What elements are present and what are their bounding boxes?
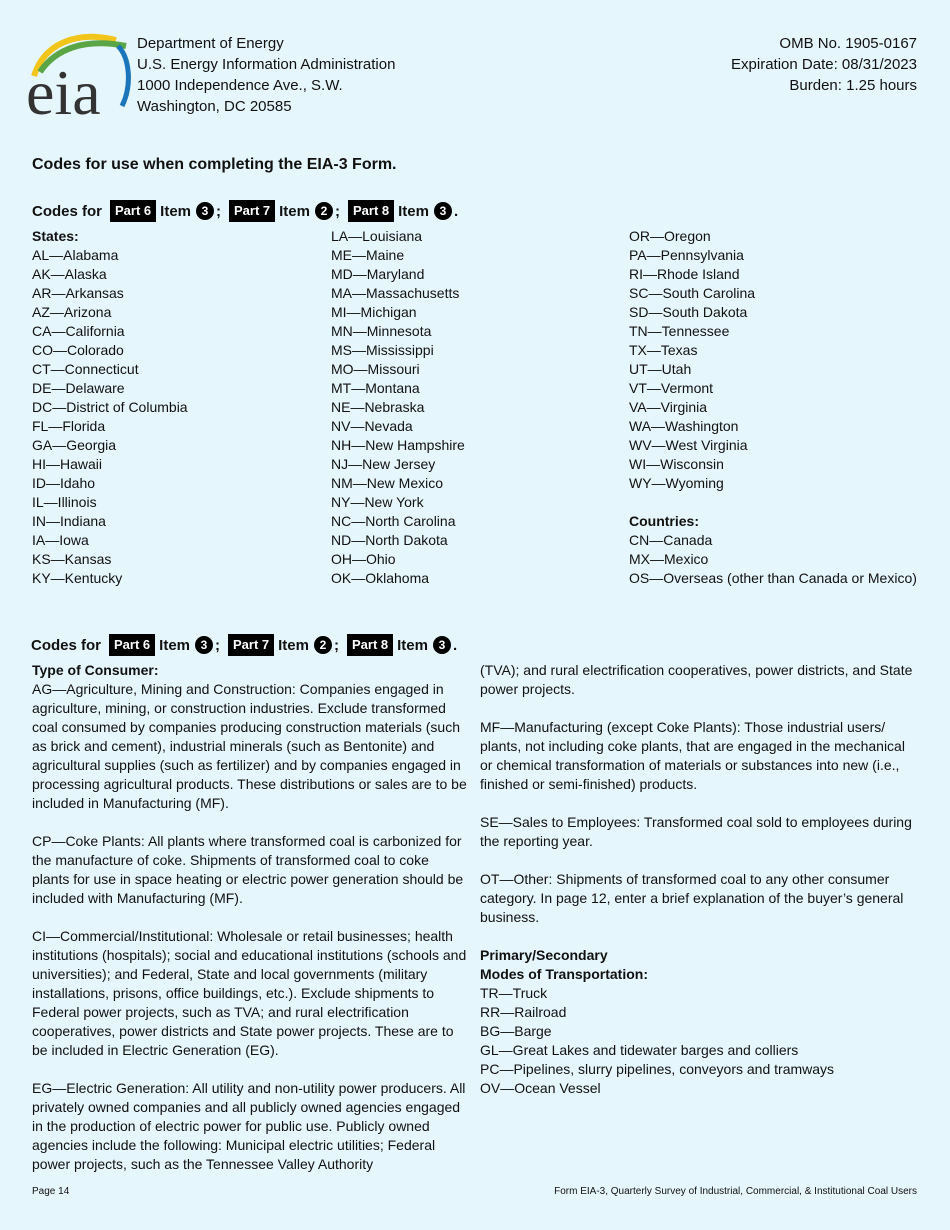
- state-item: VA—Virginia: [629, 399, 708, 415]
- state-item: OR—Oregon: [629, 228, 711, 244]
- agency-line: Department of Energy: [137, 35, 284, 52]
- part8-badge: Part 8: [348, 200, 394, 222]
- state-item: MN—Minnesota: [331, 323, 432, 339]
- eia-logo: [26, 26, 136, 118]
- state-item: MT—Montana: [331, 380, 420, 396]
- part6-badge: Part 6: [110, 200, 156, 222]
- state-item: IN—Indiana: [32, 513, 106, 529]
- state-item: CT—Connecticut: [32, 361, 139, 377]
- country-item: MX—Mexico: [629, 551, 709, 567]
- part7-badge: Part 7: [229, 200, 275, 222]
- consumer-definition: CI—Commercial/Institutional: Wholesale or retail businesses; health institutions (hospitals); social and educational institutions (schools and universities); and Federal, State and local governments (military installations, prisons, office buildings, etc.). Exclude shipments to Federal power projects, such as TVA; and rural electrification cooperatives, power districts and State power projects. These are to be included in Electric Generation (EG).: [32, 928, 467, 1058]
- codes-heading-states: [32, 200, 458, 222]
- consumer-left-column: [32, 661, 470, 1193]
- state-item: LA—Louisiana: [331, 228, 423, 244]
- state-item: CA—California: [32, 323, 125, 339]
- part6-badge: Part 6: [109, 634, 155, 656]
- item-number-3: 3: [434, 202, 452, 220]
- burden: Burden: 1.25 hours: [789, 77, 917, 94]
- state-item: NH—New Hampshire: [331, 437, 465, 453]
- item-label: Item: [398, 202, 429, 220]
- part7-badge: Part 7: [228, 634, 274, 656]
- state-item: ID—Idaho: [32, 475, 96, 491]
- consumer-definition: MF—Manufacturing (except Coke Plants): Those industrial users/ plants, not including coke plants, that are engaged in the mechanical or chemical transformation of materials or substances into new (i.e., finished or semi-finished) products.: [480, 719, 905, 792]
- state-item: NY—New York: [331, 494, 424, 510]
- state-item: CO—Colorado: [32, 342, 124, 358]
- codes-heading-consumer: [31, 634, 457, 656]
- state-item: SD—South Dakota: [629, 304, 748, 320]
- state-item: TX—Texas: [629, 342, 698, 358]
- state-item: NV—Nevada: [331, 418, 413, 434]
- transport-item: BG—Barge: [480, 1023, 552, 1039]
- consumer-right-column: [480, 661, 920, 1098]
- country-item: OS—Overseas (other than Canada or Mexico): [629, 570, 917, 586]
- item-label: Item: [160, 202, 191, 220]
- state-item: WV—West Virginia: [629, 437, 748, 453]
- agency-line: 1000 Independence Ave., S.W.: [137, 77, 343, 94]
- state-item: MI—Michigan: [331, 304, 417, 320]
- state-item: KS—Kansas: [32, 551, 112, 567]
- state-item: UT—Utah: [629, 361, 692, 377]
- form-title-footer: Form EIA-3, Quarterly Survey of Industrial, Commercial, & Institutional Coal Users: [554, 1186, 917, 1197]
- state-item: KY—Kentucky: [32, 570, 123, 586]
- consumer-definition: AG—Agriculture, Mining and Construction: Companies engaged in agriculture, mining, or construction industries. Exclude transformed coal consumed by companies producing construction materials (such as brick and cement), industrial minerals (such as Bentonite) and agricultural supplies (such as fertilizer) and by companies engaged in processing agricultural products. These distributions or sales are to be included in Manufacturing (MF).: [32, 681, 467, 811]
- transport-item: RR—Railroad: [480, 1004, 567, 1020]
- item-number-3: 3: [433, 636, 451, 654]
- state-item: MD—Maryland: [331, 266, 425, 282]
- codes-for-label: Codes for: [32, 202, 103, 220]
- item-number-2: 2: [314, 636, 332, 654]
- state-item: NE—Nebraska: [331, 399, 425, 415]
- state-item: MO—Missouri: [331, 361, 420, 377]
- country-item: CN—Canada: [629, 532, 713, 548]
- state-item: IA—Iowa: [32, 532, 89, 548]
- state-item: GA—Georgia: [32, 437, 117, 453]
- countries-heading: Countries:: [629, 513, 699, 529]
- omb-info: [731, 33, 917, 96]
- state-item: HI—Hawaii: [32, 456, 103, 472]
- item-number-3: 3: [196, 202, 214, 220]
- state-item: NJ—New Jersey: [331, 456, 436, 472]
- state-item: WA—Washington: [629, 418, 739, 434]
- transport-item: GL—Great Lakes and tidewater barges and colliers: [480, 1042, 799, 1058]
- state-item: DC—District of Columbia: [32, 399, 188, 415]
- states-column-1: [32, 227, 188, 588]
- state-item: OK—Oklahoma: [331, 570, 430, 586]
- transport-heading-2: Modes of Transportation:: [480, 966, 648, 982]
- state-item: NM—New Mexico: [331, 475, 444, 491]
- transport-item: TR—Truck: [480, 985, 548, 1001]
- state-item: AZ—Arizona: [32, 304, 112, 320]
- state-item: FL—Florida: [32, 418, 106, 434]
- semicolon: ;: [333, 636, 339, 654]
- consumer-definition: CP—Coke Plants: All plants where transformed coal is carbonized for the manufacture of coke. Shipments of transformed coal to coke plants for use in space heating or electric power generation should be included with Manufacturing (MF).: [32, 833, 464, 906]
- item-label: Item: [159, 636, 190, 654]
- semicolon: ;: [334, 202, 340, 220]
- state-item: OH—Ohio: [331, 551, 396, 567]
- logo-text: eia: [26, 57, 101, 118]
- transport-item: PC—Pipelines, slurry pipelines, conveyors and tramways: [480, 1061, 835, 1077]
- semicolon: ;: [215, 636, 220, 654]
- item-number-2: 2: [315, 202, 333, 220]
- item-label: Item: [397, 636, 428, 654]
- state-item: RI—Rhode Island: [629, 266, 740, 282]
- expiration-date: Expiration Date: 08/31/2023: [731, 56, 917, 73]
- state-item: ME—Maine: [331, 247, 405, 263]
- states-column-2: [331, 227, 465, 588]
- item-number-3: 3: [195, 636, 213, 654]
- state-item: AL—Alabama: [32, 247, 119, 263]
- state-item: WI—Wisconsin: [629, 456, 724, 472]
- page-title: Codes for use when completing the EIA-3 Form.: [32, 156, 397, 173]
- state-item: ND—North Dakota: [331, 532, 448, 548]
- consumer-heading: Type of Consumer:: [32, 662, 159, 678]
- agency-line: U.S. Energy Information Administration: [137, 56, 396, 73]
- agency-line: Washington, DC 20585: [137, 98, 292, 115]
- state-item: AR—Arkansas: [32, 285, 124, 301]
- agency-address: [137, 33, 395, 117]
- state-item: VT—Vermont: [629, 380, 714, 396]
- period: .: [452, 636, 458, 654]
- item-label: Item: [279, 202, 310, 220]
- period: .: [453, 202, 459, 220]
- consumer-definition: EG—Electric Generation: All utility and non-utility power producers. All privately owned companies and all publicly owned agencies engaged in the production of electric power for public use. Publicly owned agencies include the following: Municipal electric utilities; Federal power projects, such as the Tennessee Valley Authority: [32, 1080, 466, 1172]
- consumer-definition: SE—Sales to Employees: Transformed coal sold to employees during the reporting year.: [480, 814, 912, 849]
- state-item: AK—Alaska: [32, 266, 107, 282]
- omb-number: OMB No. 1905-0167: [779, 35, 917, 52]
- state-item: NC—North Carolina: [331, 513, 456, 529]
- semicolon: ;: [216, 202, 221, 220]
- states-heading: States:: [32, 228, 79, 244]
- transport-item: OV—Ocean Vessel: [480, 1080, 601, 1096]
- state-item: IL—Illinois: [32, 494, 97, 510]
- state-item: TN—Tennessee: [629, 323, 730, 339]
- states-column-3: [629, 227, 917, 588]
- consumer-definition: OT—Other: Shipments of transformed coal to any other consumer category. In page 12, enter a brief explanation of the buyer’s general business.: [480, 871, 904, 925]
- part8-badge: Part 8: [347, 634, 393, 656]
- codes-for-label: Codes for: [31, 636, 102, 654]
- state-item: DE—Delaware: [32, 380, 125, 396]
- page-number: Page 14: [32, 1186, 70, 1197]
- consumer-definition: (TVA); and rural electrification cooperatives, power districts, and State power projects.: [480, 662, 913, 697]
- item-label: Item: [278, 636, 309, 654]
- state-item: SC—South Carolina: [629, 285, 756, 301]
- transport-heading-1: Primary/Secondary: [480, 947, 608, 963]
- state-item: PA—Pennsylvania: [629, 247, 744, 263]
- state-item: WY—Wyoming: [629, 475, 724, 491]
- state-item: MS—Mississippi: [331, 342, 434, 358]
- state-item: MA—Massachusetts: [331, 285, 460, 301]
